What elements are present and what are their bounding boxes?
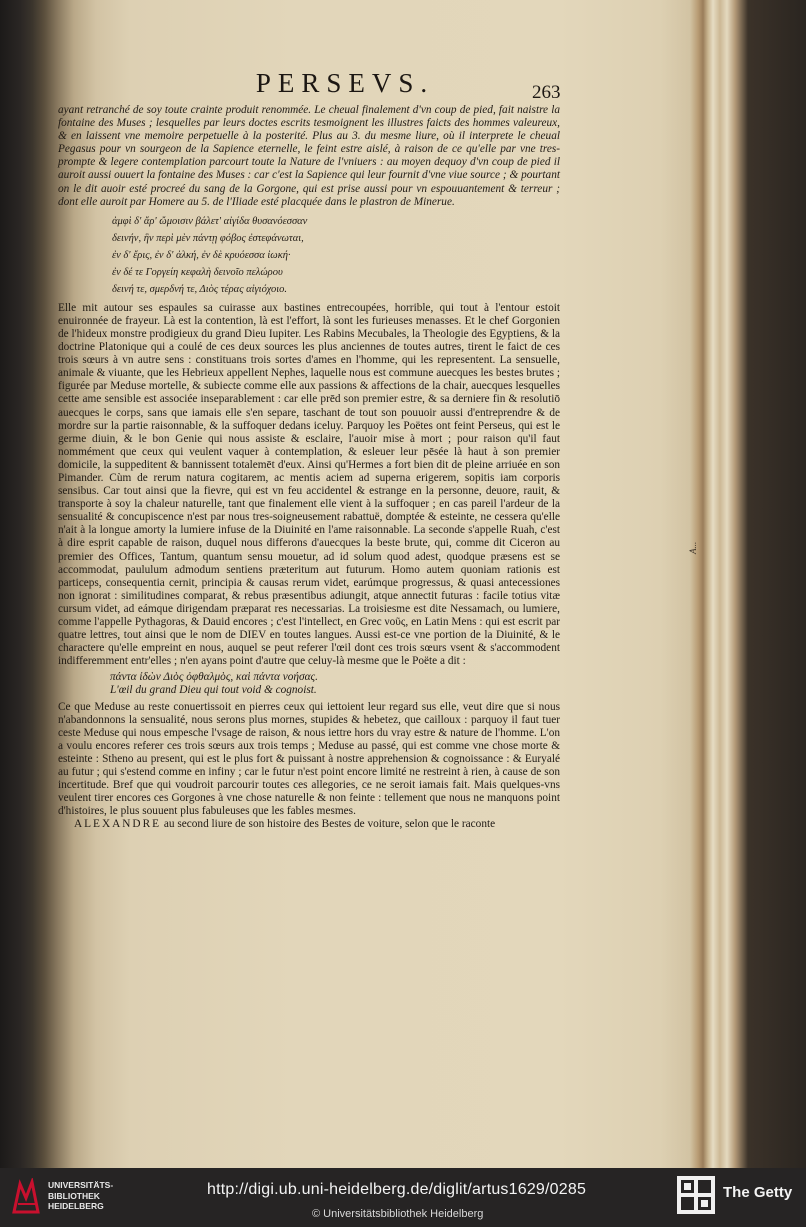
greek-quotation xyxy=(112,213,560,298)
copyright-notice: © Universitätsbibliothek Heidelberg xyxy=(312,1208,484,1220)
page-number: 263 xyxy=(532,82,561,103)
body-text xyxy=(58,104,560,832)
running-head: PERSEVS. xyxy=(255,68,435,98)
greek-line: δεινήν, ἣν περὶ μὲν πάντῃ φόβος ἐστεφάνωται, xyxy=(112,232,304,244)
paragraph-3: Ce que Meduse au reste conuertissoit en pierres ceux qui iettoient leur regard sus elle, veut dire que si nous n'abandonnons la sensualité, nous serons plus mornes, stupides & hebetez, que cailloux : parquoy il faut tuer ceste Meduse qui nous empesche l'vsage de raison, & nous iettre hors du vray estre & nature de l'homme. L'on a voulu encores referer ces trois sœurs aux trois temps ; Meduse au passé, qui est comme vne chose morte & esteinte : Stheno au present, qui est le plus fort & puissant à nostre apprehension & cognoissance : & Euryalé au futur ; qui s'estend comme en infiny ; car le futur n'est point encore limité ne restreint à rien, à cause de son incertitude. Bref que qui voudroit parcourir toutes ces allegories, ce ne seroit iamais fait. Mais quelques-vns veulent tirer encores ces Gorgones à vne chose naturelle & non feinte : tellement que nous ne manquons point d'histoires, le plus souuent plus fabuleuses que les fables mesmes. xyxy=(58,700,560,818)
permalink-url[interactable]: http://digi.ub.uni-heidelberg.de/diglit/artus1629/0285 xyxy=(207,1181,587,1198)
viewer-footer xyxy=(0,1168,806,1227)
paragraph-4 xyxy=(58,818,560,831)
greek-line: ἐν δ' ἔρις, ἐν δ' ἀλκή, ἐν δὲ κρυόεσσα ἰωκή· xyxy=(112,249,291,261)
getty-logo-icon xyxy=(677,1176,715,1214)
greek-verse xyxy=(110,671,560,697)
paragraph-1: ayant retranché de soy toute crainte produit renommée. Le cheual finalement d'vn coup de pied, fait naistre la fontaine des Muses ; lesquelles par leurs doctes escrits tesmoignent les illustres faicts des hommes valeureux, & en laissent vne memoire perpetuelle à la posterité. Plus au 3. du mesme liure, où il interprete le cheual Pegasus pour vn sourgeon de la Sapience eternelle, le feint estre aislé, à raison de ce qu'elle par vne tres-prompte & legere contemplation parcourt toute la Nature de l'vniuers : au moyen dequoy d'vn coup de pied il auroit aussi ouuert la fontaine des Muses : car c'est la Sapience qui leur fournit d'vne viue source ; & pourtant on le dit auoir esté procreé du sang de la Gorgone, qui est prise aussi pour vn espouuantement & terreur ; dont elle auroit par Homere au 5. de l'Iliade esté placquée dans le plastron de Minerue. xyxy=(58,104,560,208)
getty-label: The Getty xyxy=(723,1184,793,1201)
library-name: UNIVERSITÄTS- BIBLIOTHEK HEIDELBERG xyxy=(48,1180,114,1211)
book-page xyxy=(54,62,559,1122)
french-verse-line: L'œil du grand Dieu qui tout void & cognoist. xyxy=(110,684,317,697)
margin-note: A... xyxy=(688,541,698,554)
paragraph-4-text: au second liure de son histoire des Bestes de voiture, selon que le raconte xyxy=(161,818,496,831)
paragraph-2: Elle mit autour ses espaules sa cuirasse aux bastines entrecoupées, horrible, qui tout à l'entour estoit enuironnée de frayeur. Là est la contention, là est l'effort, là sont les furieuses menasses. Et le chef Gorgonien de l'hideux monstre prodigieux du grand Dieu Iupiter. Les Rabins Mecubales, la Theologie des Egyptiens, & la doctrine Platonique qui a coulé de ces deux sources les plus anciennes de toutes autres, tirent le faict de ces trois sœurs à vn autre sens : constituans trois sortes d'ames en l'homme, qui les representent. La sensuelle, animale & viuante, que les Hebrieux appellent Nephes, laquelle nous est commune auecques les bestes brutes ; figurée par Meduse mortelle, & subiecte comme elle aux passions & affections de la chair, auecques lesquelles cette ame sensible est associée inseparablement : car elle prēd son premier estre, & sa derniere fin & resolutiō auecques le corps, sans que iamais elle s'en separe, taschant de tout son pouuoir aussi d'entreprendre & de mordre sur la partie raisonnable, & la suffoquer dedans iceluy. Parquoy les Poëtes ont feint Perseus, qui est le germe diuin, & le bon Genie qui nous assiste & esclaire, l'auoir mise à mort ; pour raison qu'il faut nommément que ceux qui veulent vaquer à contemplation, & esleuer leur pēsée là haut à son premier domicile, la suppeditent & bannissent totalemēt d'eux. Ainsi qu'Hermes a fort bien dit de pleine arriuée en son Pimander. Cùm de rerum natura cogitarem, ac mentis aciem ad superna erigerem, sopitis iam corporis sensibus. Car tout ainsi que la fievre, qui est vn feu accidentel & estrange en la personne, deuore, rauit, & transporte à soy la chaleur naturelle, tant que finalement elle vient à la suffoquer ; en cas pareil l'ardeur de la sensualité & concupiscence n'est par nous tres-soigneusement rabattuë, domptée & esteinte, ne cessera qu'elle n'ait à la longue amorty la lumiere infuse de la Diuinité en l'ame raisonnable. La seconde s'appelle Ruah, c'est à dire esprit capable de raison, duquel nous differons d'auecques la beste brute, qui, comme dit Ciceron au premier des Offices, Tantum, quantum sensu mouetur, ad id solum quod adest, quodque præsens est se accommodat, paululum admodum sentiens præteritum aut futurum. Homo autem quoniam rationis est particeps, consequentia cernit, principia & causas rerum videt, earúmque progressus, & quasi antecessiones non ignorat : similitudines comparat, & rebus præsentibus adiungit, atque annectit futuras : facile totius vitæ cursum videt, ad eámque dirigendam præparat res necessarias. La troisiesme est dite Nessamach, ou lumiere, comme l'appelle Pythagoras, & Dauid encores ; c'est l'intellect, en Grec νοῦς, en Latin Mens : qui est escrit par quatre lettres, tout ainsi que le nom de DIEV en toutes langues. Aussi est-ce vne portion de la Diuinité, & le charactere qu'elle empreint en nous, auquel se peut referer l'œil dont ces trois sœurs vsent & s'accommodent indifferemment entr'elles ; n'en ayans point d'autre que celuy-là mesme que le Poëte a dit : xyxy=(58,301,560,668)
greek-line: ἐν δέ τε Γοργείη κεφαλὴ δεινοῖο πελώρου xyxy=(112,266,283,278)
greek-line: ἀμφὶ δ' ἄρ' ὤμοισιν βάλετ' αἰγίδα θυσανόεσσαν xyxy=(112,215,308,227)
small-caps-name: ALEXANDRE xyxy=(74,818,162,831)
greek-line: δεινή τε, σμερδνή τε, Διὸς τέρας αἰγιόχοιο. xyxy=(112,283,288,295)
greek-verse-line: πάντα ἰδὼν Διὸς ὀφθαλμὸς, καὶ πάντα νοήσας. xyxy=(110,671,318,684)
university-library-logo-icon xyxy=(10,1178,44,1216)
